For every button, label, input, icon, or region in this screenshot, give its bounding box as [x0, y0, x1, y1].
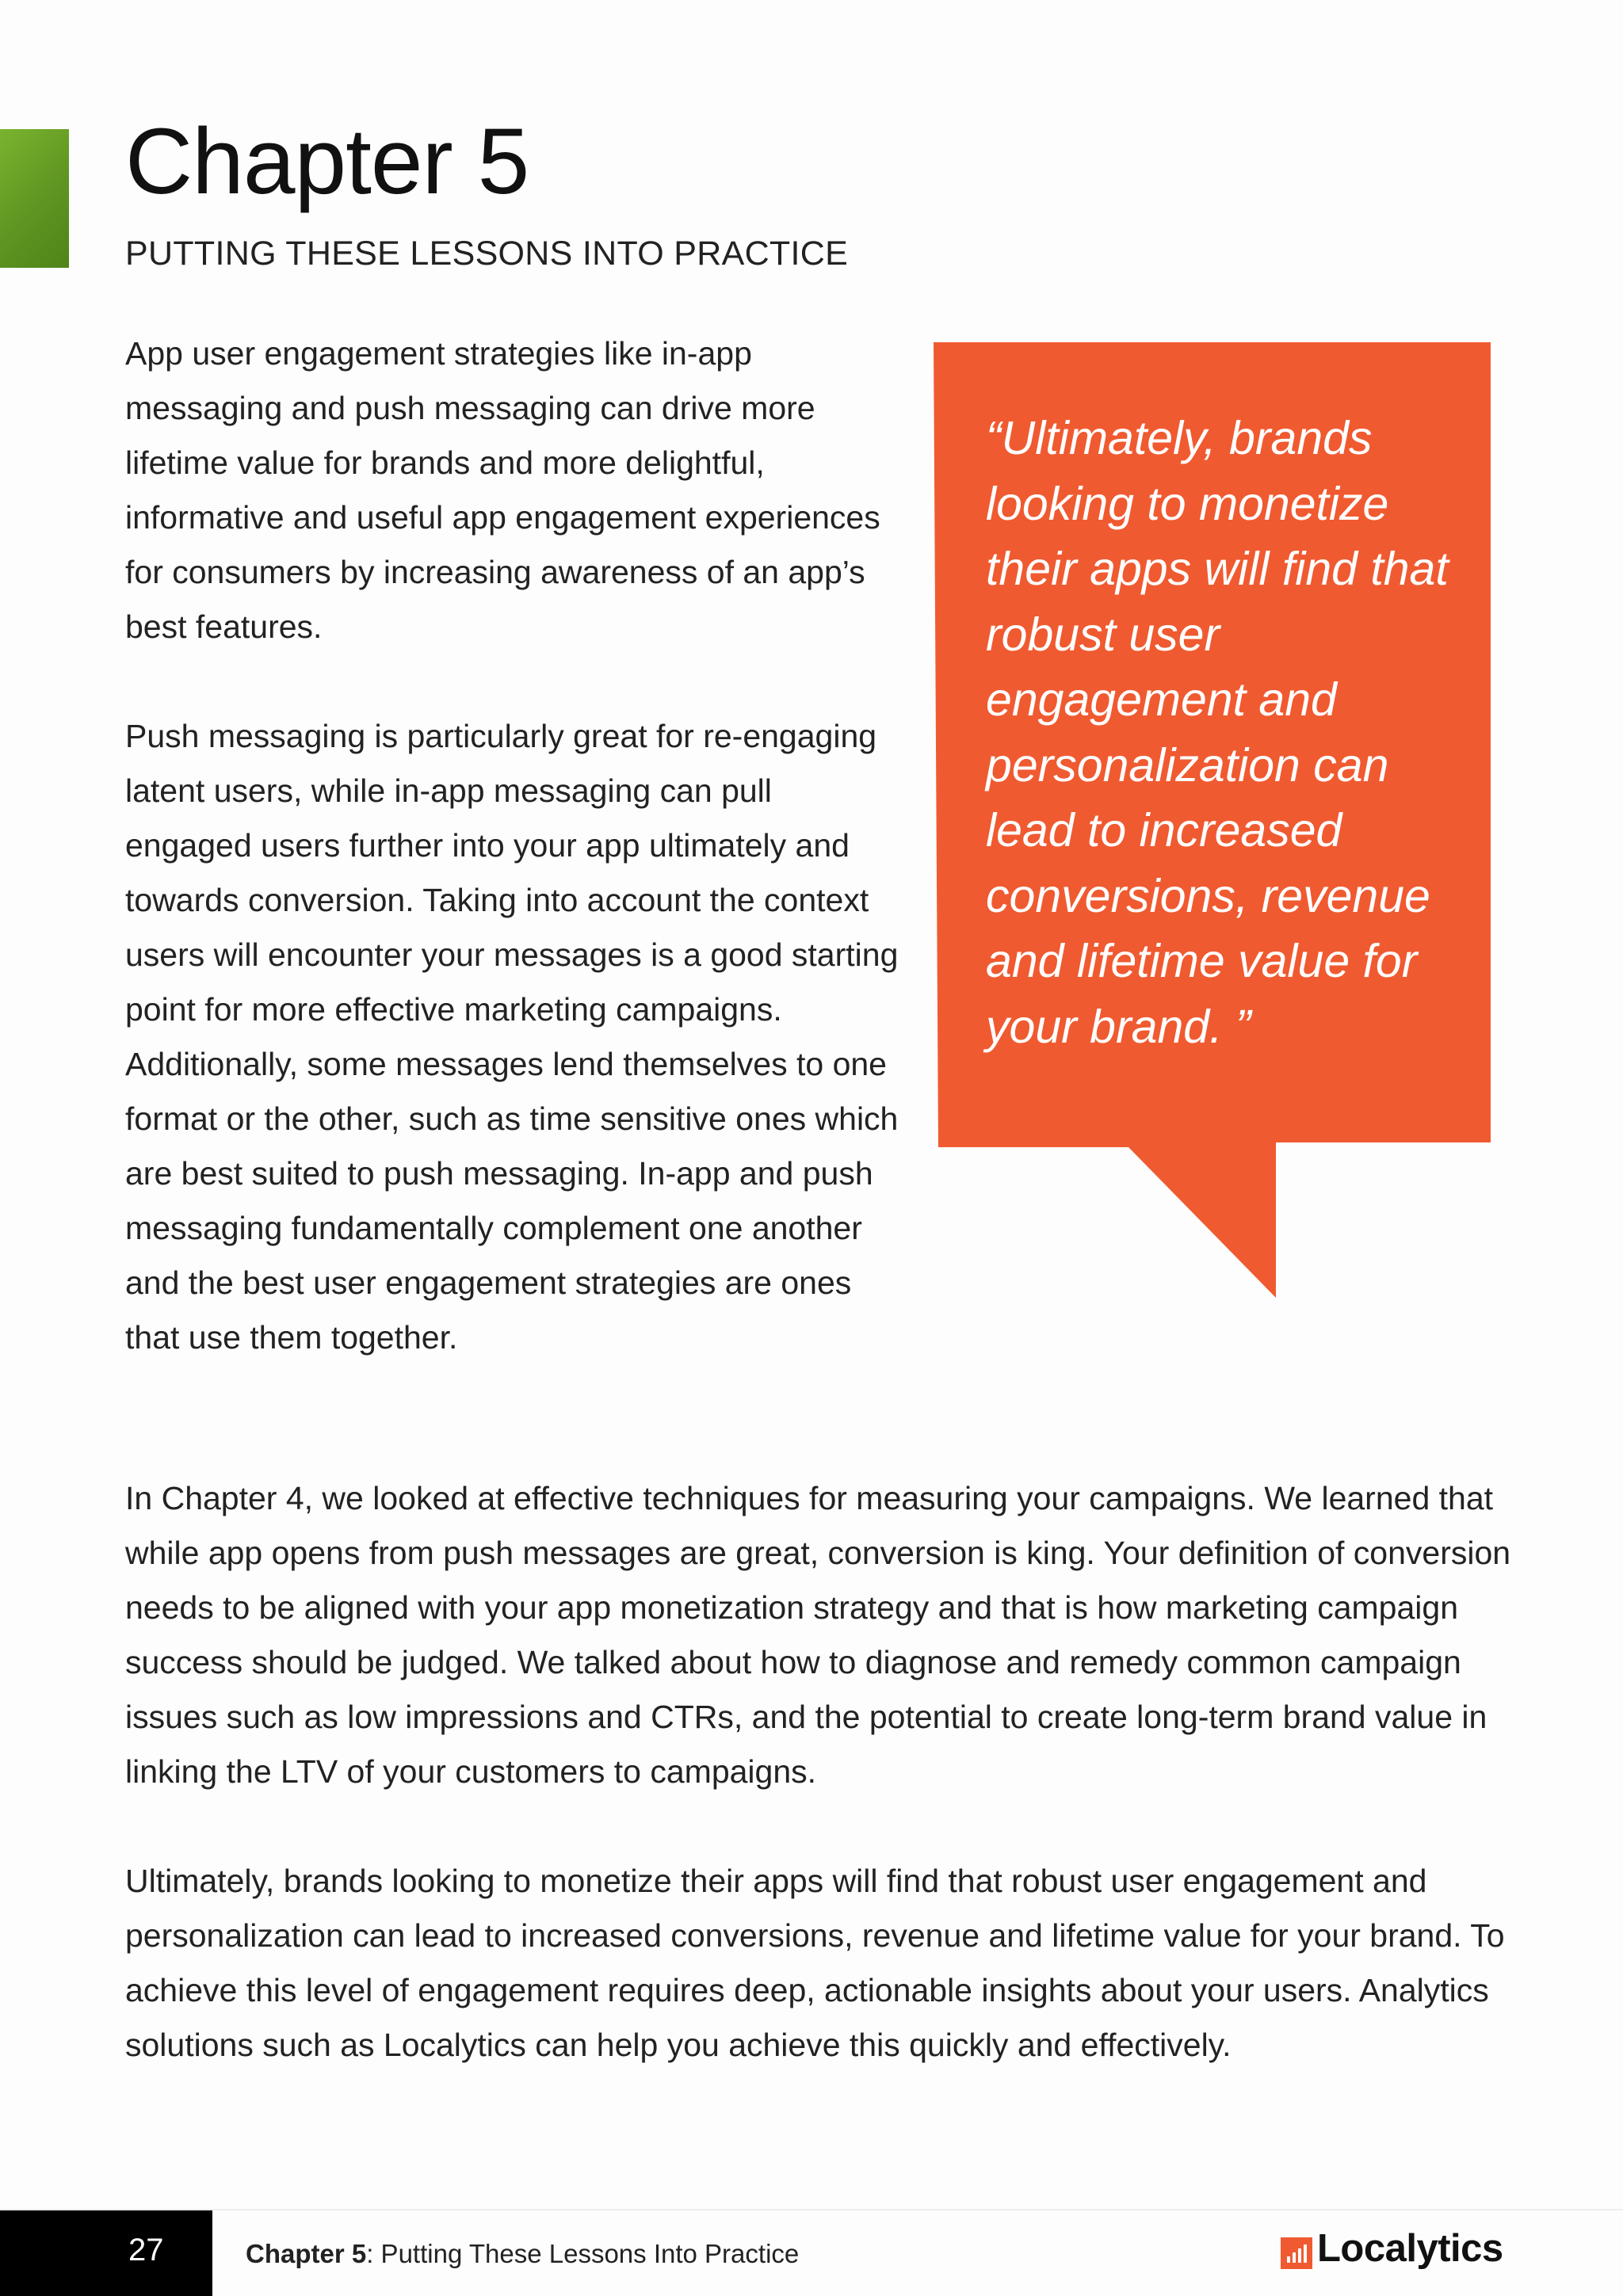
bar-chart-logo-icon: [1281, 2237, 1312, 2269]
page-number: 27: [128, 2233, 164, 2267]
logo-wordmark: Localytics: [1317, 2227, 1503, 2270]
footer-chapter-name: : Putting These Lessons Into Practice: [366, 2239, 800, 2268]
footer-chapter-title: [246, 2239, 799, 2269]
chapter-subtitle: PUTTING THESE LESSONS INTO PRACTICE: [125, 235, 849, 273]
footer-chapter-label: Chapter 5: [246, 2239, 367, 2268]
body-paragraph-1: App user engagement strategies like in-app messaging and push messaging can drive more lifetime value for brands and more delightful, informative and useful app engagement experiences for consumers by increasing awareness of an app’s best features.: [125, 335, 880, 645]
full-width-column: [125, 1471, 1520, 2073]
body-paragraph-4: Ultimately, brands looking to monetize their apps will find that robust user engagement and personalization can lead to increased conversions, revenue and lifetime value for your brand. To achieve this level of engagement requires deep, actionable insights about your users. Analytics solutions such as Localytics can help you achieve this quickly and effectively.: [125, 1863, 1505, 2063]
body-paragraph-2: Push messaging is particularly great for re-engaging latent users, while in-app messaging can pull engaged users further into your app ultimately and towards conversion. Taking into account the context users will encounter your messages is a good starting point for more effective marketing campaigns. Additionally, some messages lend themselves to one format or the other, such as time sensitive ones which are best suited to push messaging. In-app and push messaging fundamentally complement one another and the best user engagement strategies are ones that use them together.: [125, 718, 899, 1356]
page-footer: [0, 2209, 1623, 2294]
pull-quote-text: “Ultimately, brands looking to monetize their apps will find that robust user engagement and personalization can lead to increased conversions, revenue and lifetime value for your brand. ”: [986, 412, 1449, 1053]
page-number-box: [0, 2210, 212, 2296]
pull-quote-callout: [934, 342, 1491, 1298]
chapter-title: Chapter 5: [125, 109, 529, 214]
chapter-accent-tab: [0, 129, 69, 268]
intro-column: [125, 326, 902, 1365]
body-paragraph-3: In Chapter 4, we looked at effective techniques for measuring your campaigns. We learned that while app opens from push messages are great, conversion is king. Your definition of conversion needs to be aligned with your app monetization strategy and that is how marketing campaign success should be judged. We talked about how to diagnose and remedy common campaign issues such as low impressions and CTRs, and the potential to create long-term brand value in linking the LTV of your customers to campaigns.: [125, 1480, 1511, 1790]
